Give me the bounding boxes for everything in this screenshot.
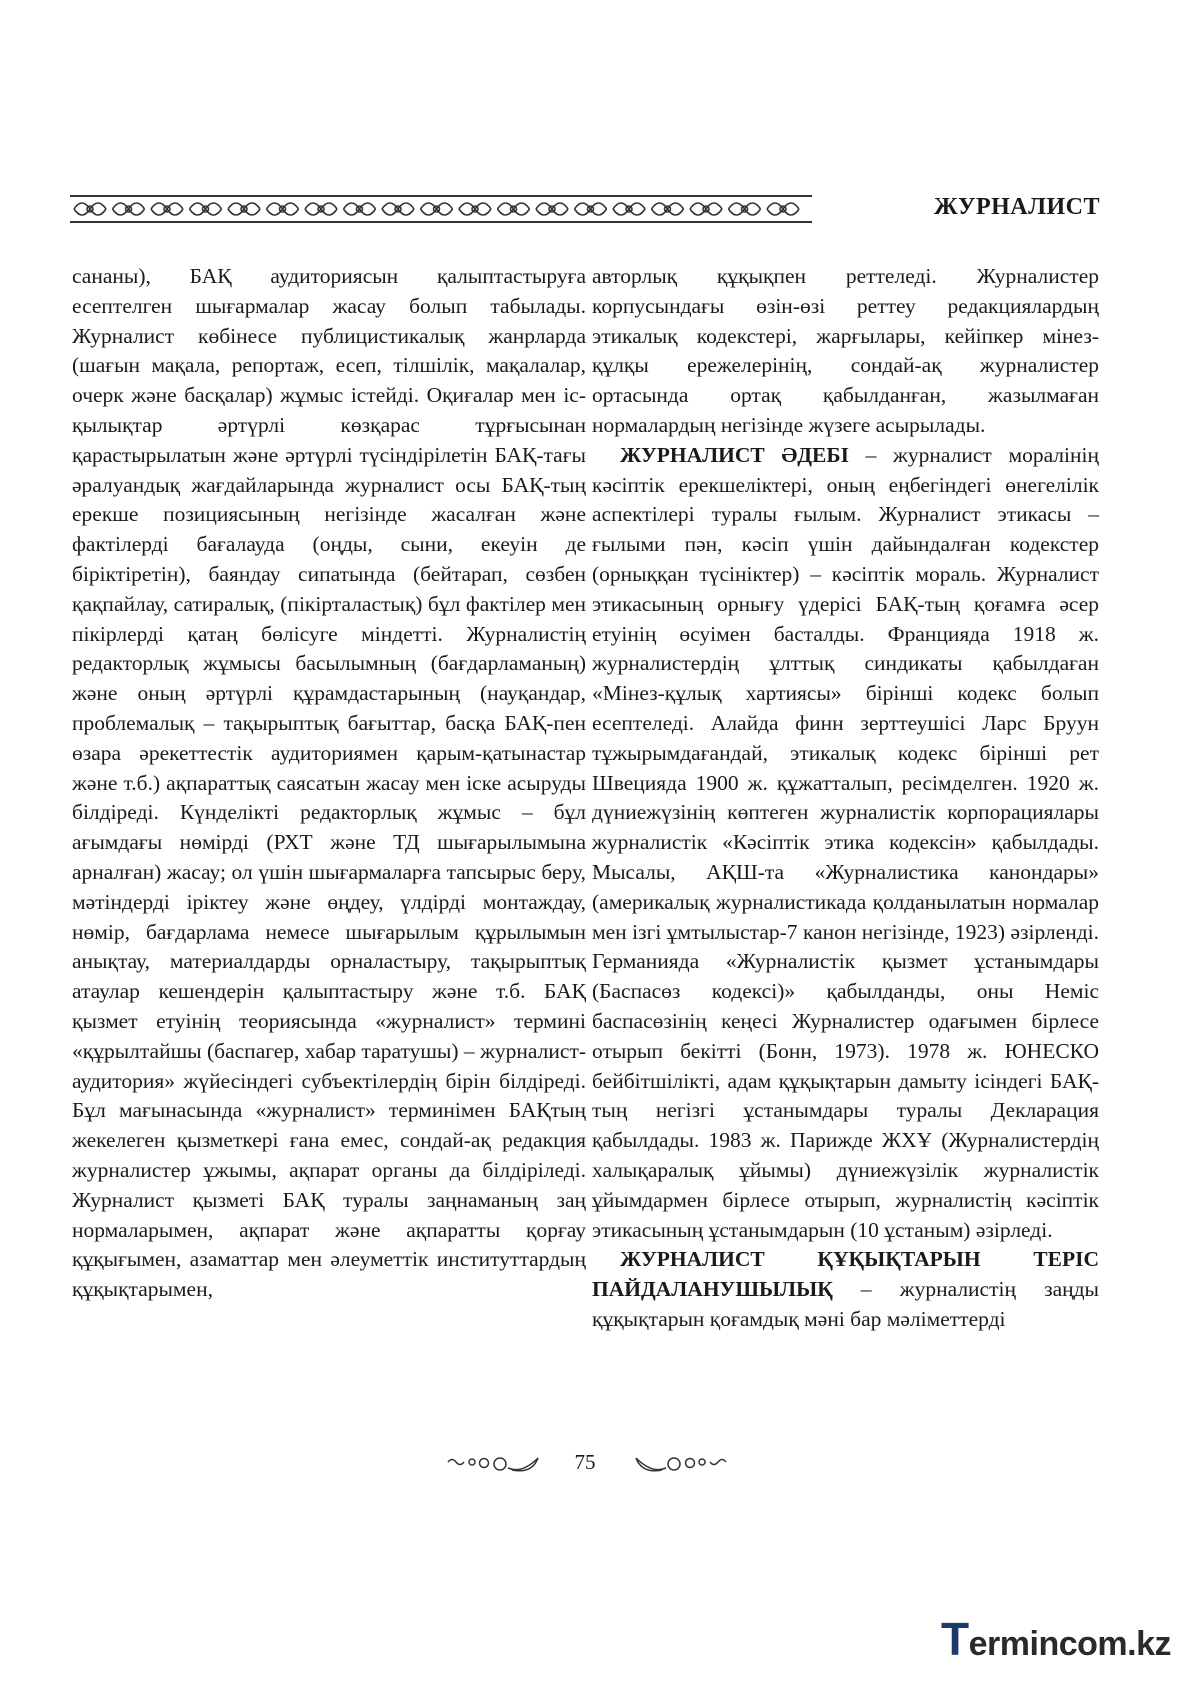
footer-ornament-left bbox=[446, 1452, 542, 1476]
watermark-logo: Termincom.kz bbox=[941, 1613, 1171, 1665]
right-paragraph-1: авторлық құқықпен реттеледі. Журналистер корпусындағы өзін-өзі реттеу редакциялардың этикалық кодекстері, жарғылары, кейіпкер мінез-құлқы ережелерінің, сондай-ақ журналистер ортасында ортақ қабылданған, жазылмаған нормалардың негізінде жүзеге асырылады. bbox=[592, 264, 1099, 437]
entry-rights-abuse bbox=[592, 1245, 1099, 1334]
right-column bbox=[592, 262, 1099, 1335]
entry-term: ЖУРНАЛИСТ ҚҰҚЫҚТАРЫН ТЕРІС ПАЙДАЛАНУШЫЛЫҚ bbox=[592, 1247, 1099, 1302]
left-column bbox=[72, 262, 586, 1305]
footer-ornament-right bbox=[632, 1452, 728, 1476]
entry-definition: – журналистің заңды құқықтарын қоғамдық мәні бар мәліметтерді bbox=[592, 1277, 1099, 1331]
left-paragraph: сананы), БАҚ аудиториясын қалыптастыруға есептелген шығармалар жасау болып табылады. Журналист көбінесе публицистикалық жанрларда (шағын мақала, репортаж, есеп, тілшілік, мақалалар, очерк және басқалар) жұмыс істейді. Оқиғалар мен іс-қылықтар әртүрлі көзқарас тұрғысынан қарастырылатын және әртүрлі түсіндірілетін БАҚ-тағы әралуандық жағдайларында журналист осы БАҚ-тың ерекше позициясының негізінде жасалған және фактілерді бағалауда (оңды, сыни, екеуін де біріктіретін), баяндау сипатында (бейтарап, сөзбен қақпайлау, сатиралық, (пікірталастық) бұл фактілер мен пікірлерді қатаң бөлісуге міндетті. Журналистің редакторлық жұмысы басылымның (бағдарламаның) және оның әртүрлі құрамдастарының (науқандар, проблемалық – тақырыптық бағыттар, басқа БАҚ-пен өзара әрекеттестік аудиториямен қарым-қатынастар және т.б.) ақпараттық саясатын жасау мен іске асыруды білдіреді. Күнделікті редакторлық жұмыс – бұл ағымдағы нөмірді (РХТ және ТД шығарылымына арналған) жасау; ол үшін шығармаларға тапсырыс беру, мәтіндерді іріктеу және өңдеу, үлдірді монтаждау, нөмір, бағдарлама немесе шығарылым құрылымын анықтау, материалдарды орналастыру, тақырыптық атаулар кешендерін қалыптастыру және т.б. БАҚ қызмет етуінің теориясында «журналист» термині «құрылтайшы (баспагер, хабар таратушы) – журналист-аудитория» жүйесіндегі субъектілердің бірін білдіреді. Бұл мағынасында «журналист» терминімен БАҚтың жекелеген қызметкері ғана емес, сондай-ақ редакция журналистер ұжымы, ақпарат органы да білдіріледі. Журналист қызметі БАҚ туралы заңнаманың заң нормаларымен, ақпарат және ақпаратты қорғау құқығымен, азаматтар мен әлеуметтік институттардың құқықтарымен, bbox=[72, 264, 586, 1302]
running-head-title: ЖУРНАЛИСТ bbox=[933, 194, 1100, 220]
header-ornament-band bbox=[70, 192, 812, 226]
entry-term: ЖУРНАЛИСТ ӘДЕБІ bbox=[620, 442, 849, 467]
entry-definition: – журналист моралінің кәсіптік ерекшеліктері, оның еңбегіндегі өнегелілік аспектілері туралы ғылым. Журналист этикасы – ғылыми пән, кәсіп үшін дайындалған кодекстер (орныққан түсініктер) – кәсіптік мораль. Журналист этикасының орнығу үдерісі БАҚ-тың қоғамға әсер етуінің өсуімен басталды. Францияда 1918 ж. журналистердің ұлттық синдикаты қабылдаған «Мінез-құлық хартиясы» бірінші кодекс болып есептеледі. Алайда финн зерттеушісі Ларс Бруун тұжырымдағандай, этикалық кодекс бірінші рет Швецияда 1900 ж. құжатталып, ресімделген. 1920 ж. дүниежүзінің көптеген журналистік корпорациялары журналистік «Кәсіптік этика кодексін» қабылдады. Мысалы, АҚШ-та «Журналистика канондары» (америкалық журналистикада қолданылатын нормалар мен ізгі ұмтылыстар-7 канон негізінде, 1923) әзірленді. Германияда «Журналистік қызмет ұстанымдары (Баспасөз кодексі)» қабылданды, оны Неміс баспасөзінің кеңесі Журналистер одағымен бірлесе отырып бекітті (Бонн, 1973). 1978 ж. ЮНЕСКО бейбітшілікті, адам құқықтарын дамыту ісіндегі БАҚ-тың негізгі ұстанымдары туралы Декларация қабылдады. 1983 ж. Парижде ЖХҰ (Журналистердің халықаралық ұйымы) дүниежүзілік журналистік ұйымдармен бірлесе отырып, журналистің кәсіптік этикасының ұстанымдарын (10 ұстаным) әзірледі. bbox=[592, 442, 1099, 1242]
entry-journalist-ethics bbox=[592, 441, 1099, 1246]
page-number: 75 bbox=[574, 1450, 596, 1474]
